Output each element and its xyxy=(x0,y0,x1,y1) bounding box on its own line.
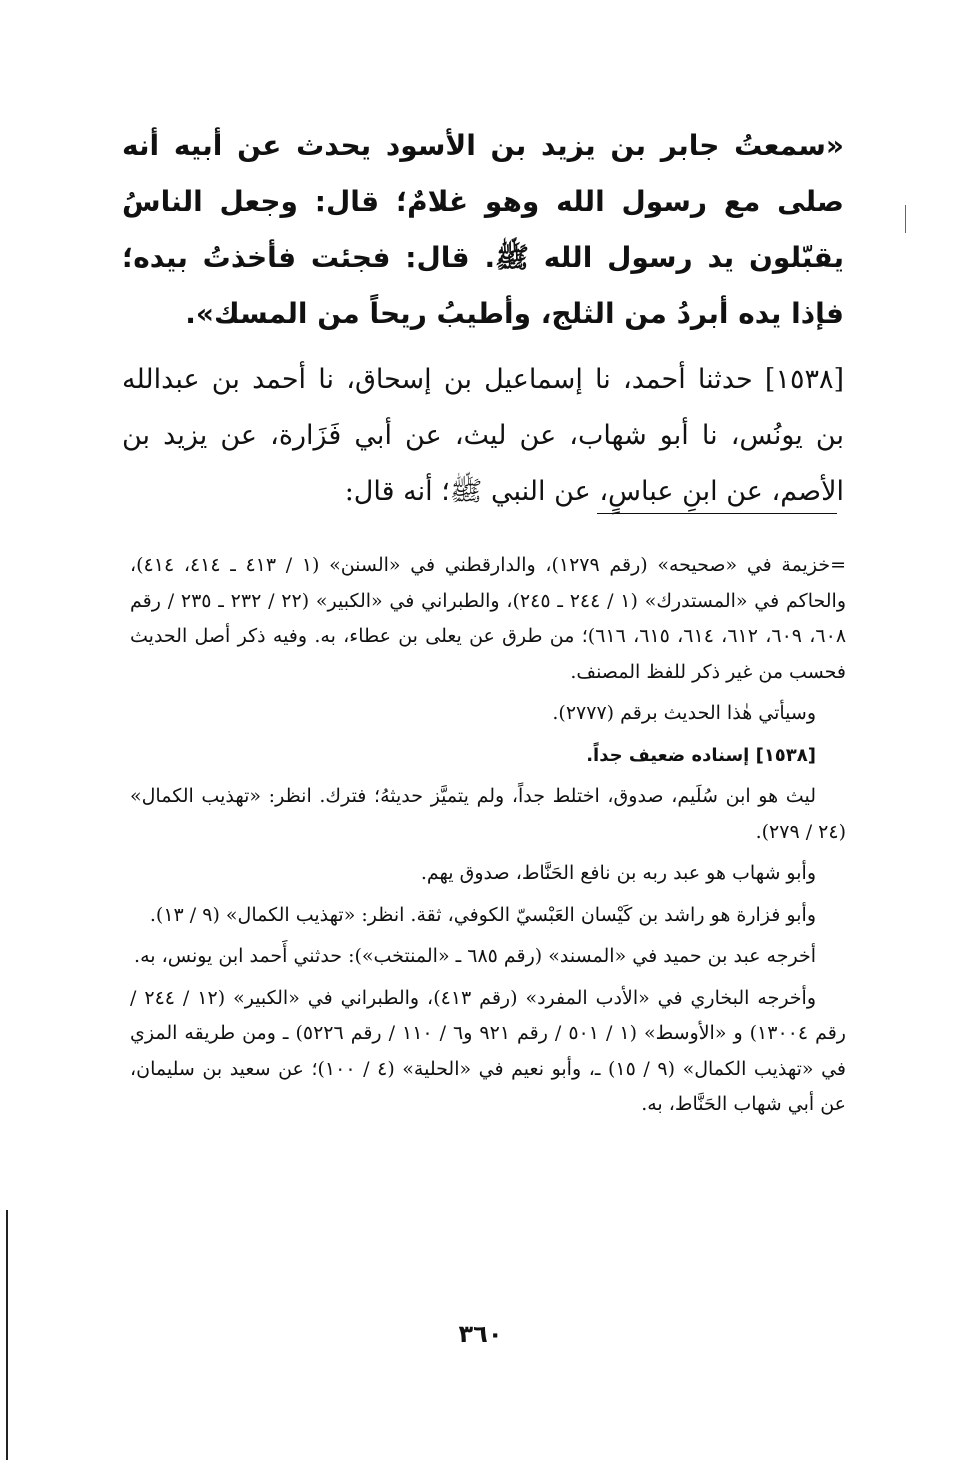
main-text xyxy=(122,118,844,530)
footnote-narrator-abu-shihab: وأبو شهاب هو عبد ربه بن نافع الحَنَّاط، صدوق يهم. xyxy=(420,862,816,884)
page-number: ٣٦٠ xyxy=(458,1320,503,1348)
scan-edge-line xyxy=(6,1210,8,1460)
hadith-1538-isnad-paragraph: [١٥٣٨] حدثنا أحمد، نا إسماعيل بن إسحاق، نا أحمد بن عبدالله بن يونُس، نا أبو شهاب، عن ليث، عن أبي فَزَارة، عن يزيد بن الأصم، عن ابنِ عباسٍ، عن النبي ﷺ؛ أنه قال: xyxy=(122,364,844,507)
footnote-narrator-abu-fazara: وأبو فزارة هو راشد بن كَيْسان العَبْسيّ الكوفي، ثقة. انظر: «تهذيب الكمال» (٩ / ١٣). xyxy=(149,903,816,926)
footnote-cross-reference: وسيأتي هٰذا الحديث برقم (٢٧٧٧). xyxy=(552,702,816,724)
scan-artifact-mark xyxy=(905,205,906,233)
footnote-separator xyxy=(597,513,837,514)
footnotes xyxy=(130,548,846,1129)
footnote-1538-grading: [١٥٣٨] إسناده ضعيف جداً. xyxy=(586,744,816,766)
footnote-narrator-layth: ليث هو ابن سُلَيم، صدوق، اختلط جداً، ولم يتميَّز حديثهُ؛ فترك. انظر: «تهذيب الكمال» (٢٤ / ٢٧٩). xyxy=(130,785,846,843)
footnote-continuation: =خزيمة في «صحيحه» (رقم ١٢٧٩)، والدارقطني في «السنن» (١ / ٤١٣ ـ ٤١٤، ٤١٤)، والحاكم في «المستدرك» (١ / ٢٤٤ ـ ٢٤٥)، والطبراني في «الكبير» (٢٢ / ٢٣٢ ـ ٢٣٥ / رقم ٦٠٨، ٦٠٩، ٦١٢، ٦١٤، ٦١٥، ٦١٦)؛ من طرق عن يعلى بن عطاء، به. وفيه ذكر أصل الحديث فحسب من غير ذكر للفظ المصنف. xyxy=(130,554,847,683)
footnote-takhrij-abd-bin-humayd: أخرجه عبد بن حميد في «المسند» (رقم ٦٨٥ ـ «المنتخب»): حدثني أَحمد ابن يونس، به. xyxy=(134,945,816,967)
footnote-takhrij-bukhari: وأخرجه البخاري في «الأدب المفرد» (رقم ٤١٣)، والطبراني في «الكبير» (١٢ / ٢٤٤ / رقم ١٣٠٠٤) و «الأوسط» (١ / ٥٠١ / رقم ٩٢١ و٦ / ١١٠ / رقم ٥٢٢٦) ـ ومن طريقه المزي في «تهذيب الكمال» (٩ / ١٥) ـ، وأبو نعيم في «الحلية» (٤ / ١٠٠)؛ عن سعيد بن سليمان، عن أبي شهاب الحَنَّاط، به. xyxy=(130,986,847,1115)
hadith-quote-paragraph: «سمعتُ جابر بن يزيد بن الأسود يحدث عن أبيه أنه صلى مع رسول الله وهو غلامٌ؛ قال: وجعل الناسُ يقبّلون يد رسول الله ﷺ. قال: فجئت فأخذتُ بيده؛ فإذا يده أبردُ من الثلج، وأطيبُ ريحاً من المسك». xyxy=(122,129,844,330)
